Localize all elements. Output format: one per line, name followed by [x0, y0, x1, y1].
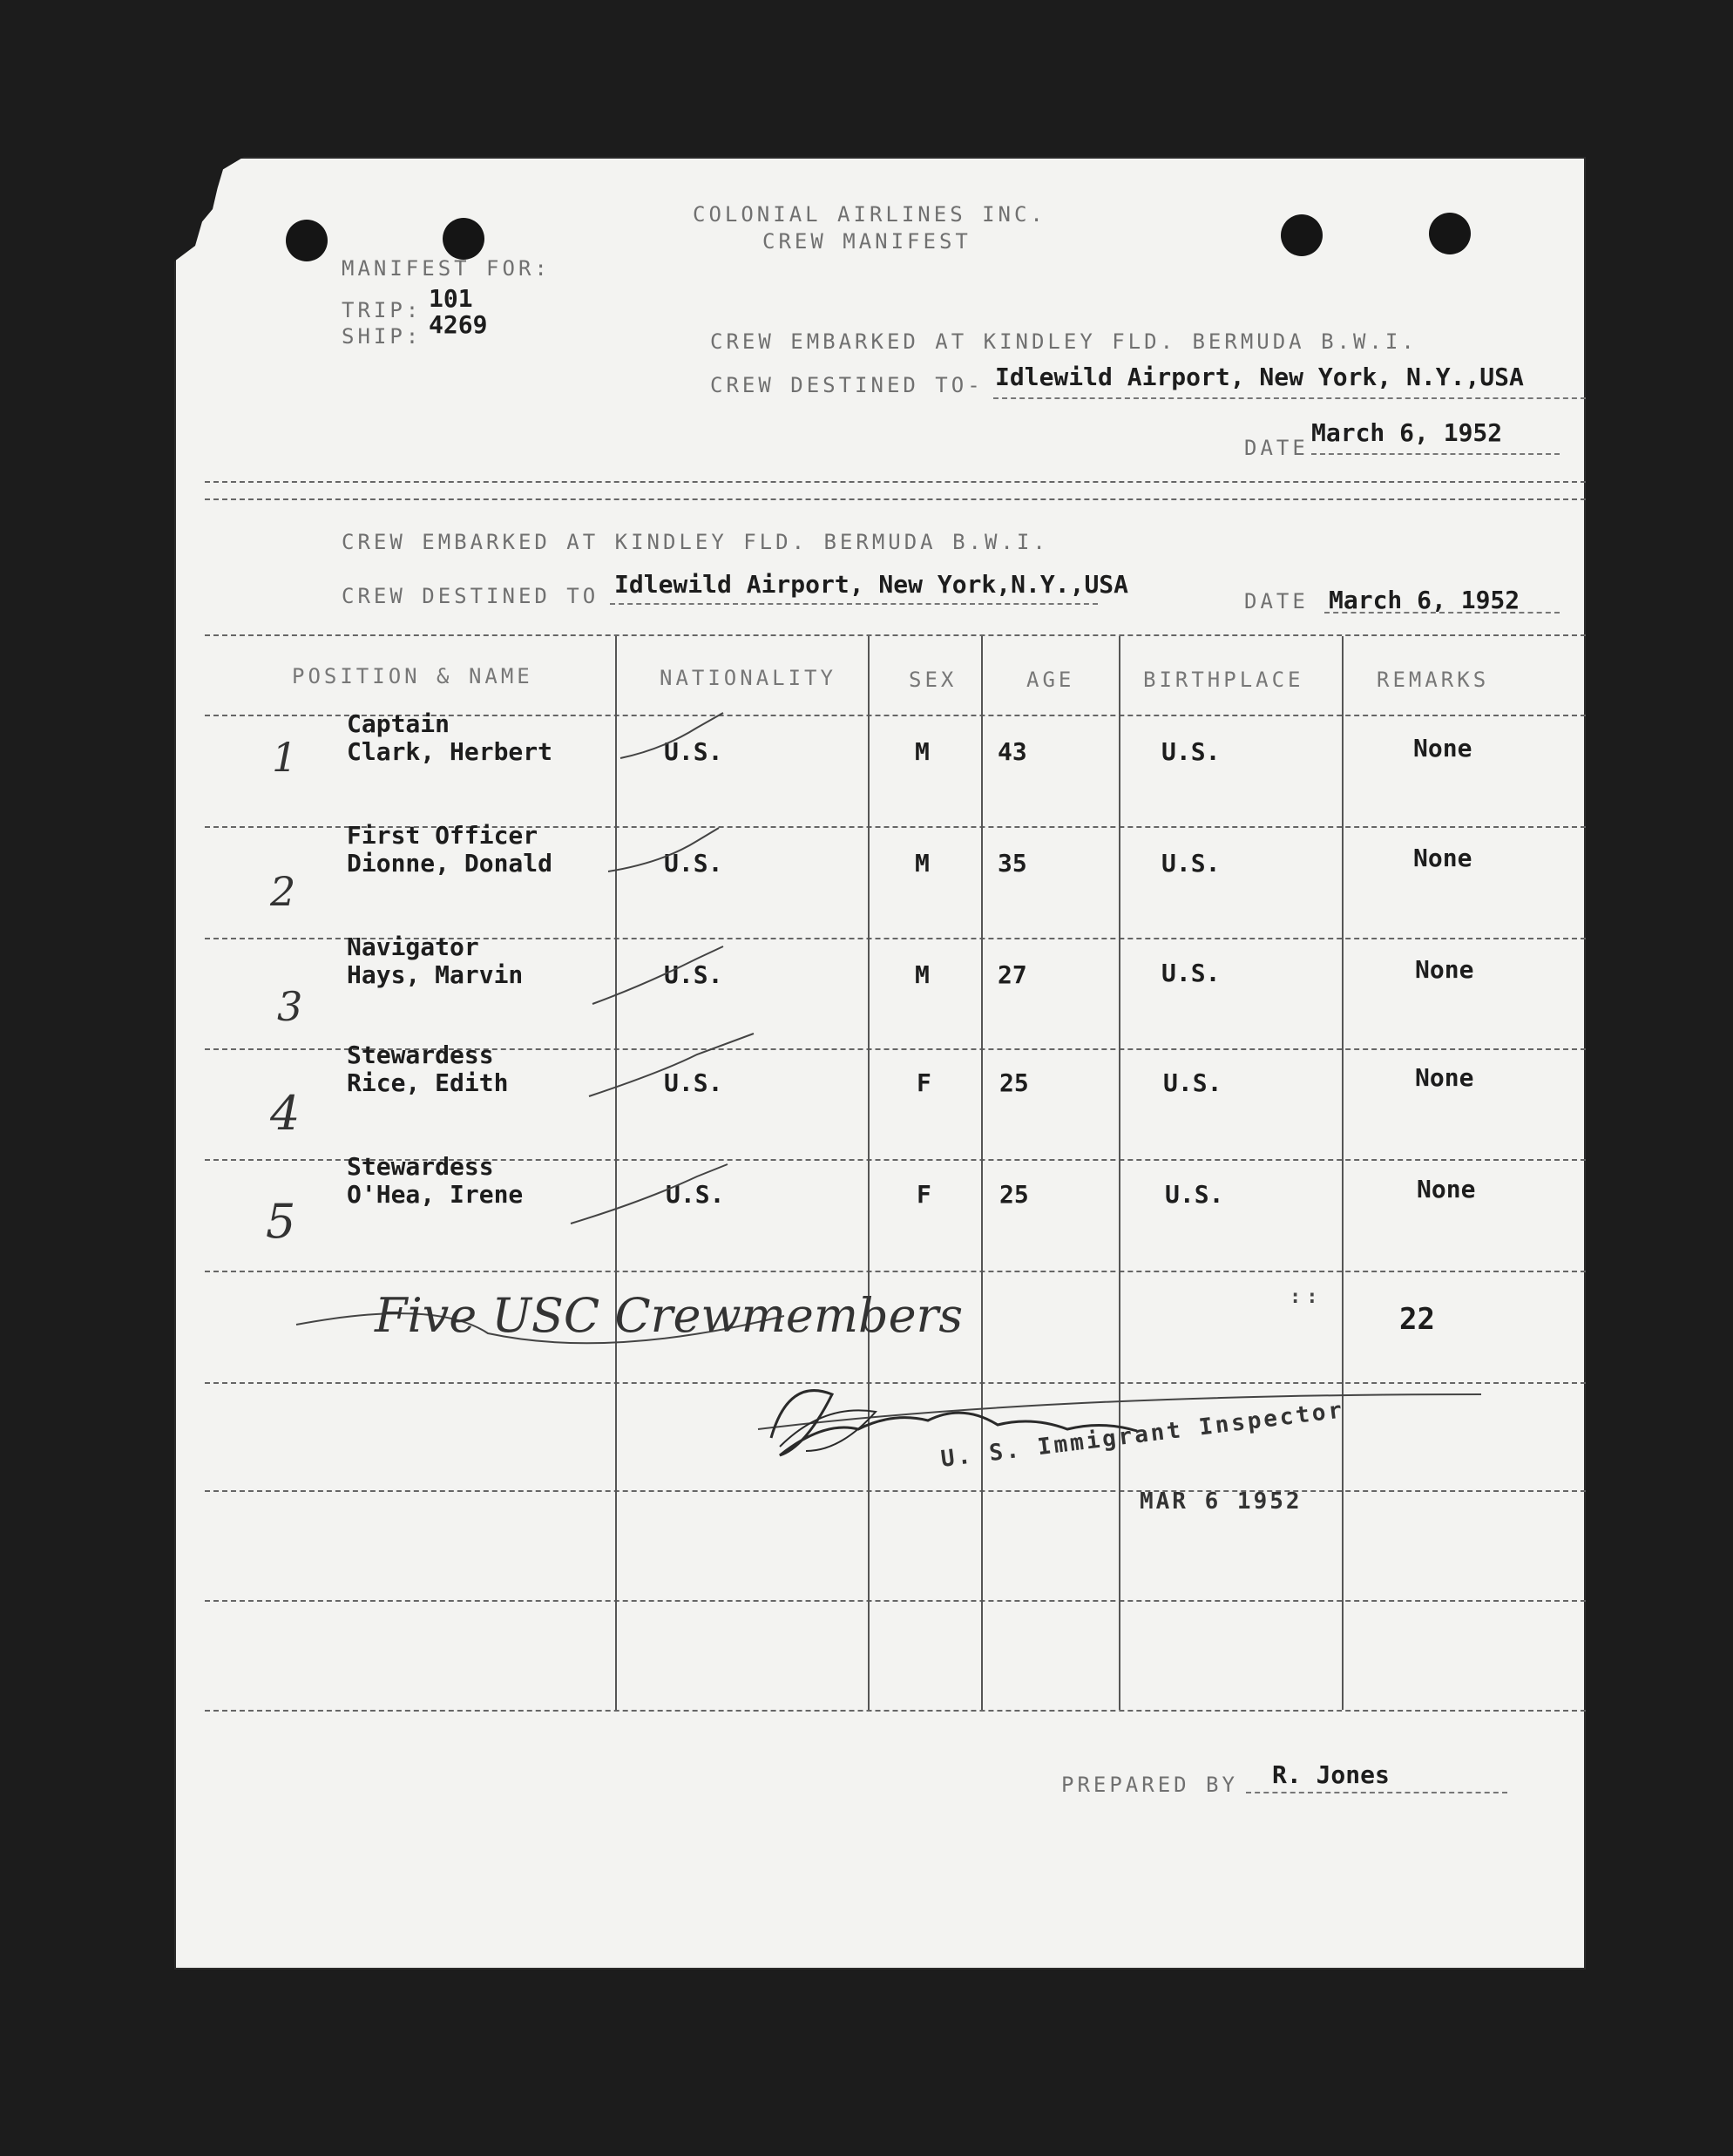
- stamp-date: MAR 6 1952: [1140, 1488, 1303, 1515]
- crew-age: 25: [999, 1180, 1029, 1209]
- col-header-position: POSITION & NAME: [292, 664, 533, 688]
- row-number-handwritten: 1: [272, 734, 298, 781]
- destined-value: Idlewild Airport, New York, N.Y.,USA: [995, 363, 1524, 391]
- destined-label-2: CREW DESTINED TO: [342, 584, 599, 608]
- crew-position: Navigator: [347, 932, 479, 961]
- check-mark: [589, 1034, 754, 1096]
- crew-position: Stewardess: [347, 1041, 494, 1069]
- crew-age: 27: [998, 960, 1027, 989]
- ship-label: SHIP:: [342, 324, 423, 349]
- col-header-age: AGE: [1026, 668, 1075, 692]
- col-header-sex: SEX: [909, 668, 958, 692]
- crew-birthplace: U.S.: [1161, 959, 1221, 987]
- crew-position: Stewardess: [347, 1152, 494, 1181]
- handwritten-total: Five USC Crewmembers: [375, 1288, 964, 1343]
- row-number-handwritten: 3: [277, 983, 303, 1030]
- crew-remarks: None: [1415, 1063, 1474, 1092]
- crew-nationality: U.S.: [664, 960, 723, 989]
- crew-age: 35: [998, 849, 1027, 878]
- crew-sex: M: [915, 737, 930, 766]
- crew-sex: M: [915, 960, 930, 989]
- crew-remarks: None: [1417, 1175, 1476, 1203]
- row-number-handwritten: 4: [270, 1086, 301, 1141]
- crew-birthplace: U.S.: [1163, 1068, 1222, 1097]
- trip-value: 101: [429, 284, 473, 313]
- manifest-for-label: MANIFEST FOR:: [342, 256, 551, 281]
- trip-label: TRIP:: [342, 298, 423, 322]
- crew-position: First Officer: [347, 821, 538, 850]
- crew-age: 43: [998, 737, 1027, 766]
- underline: [1246, 1792, 1507, 1793]
- crew-remarks: None: [1415, 955, 1474, 984]
- form-title: CREW MANIFEST: [762, 229, 971, 254]
- crew-name: Clark, Herbert: [347, 737, 553, 766]
- crew-name: Rice, Edith: [347, 1068, 509, 1097]
- date-value: March 6, 1952: [1311, 418, 1503, 447]
- crew-age: 25: [999, 1068, 1029, 1097]
- crew-name: O'Hea, Irene: [347, 1180, 524, 1209]
- crew-name: Hays, Marvin: [347, 960, 524, 989]
- check-mark: [620, 713, 723, 758]
- crew-count: 22: [1399, 1302, 1435, 1337]
- crew-name: Dionne, Donald: [347, 849, 553, 878]
- prepared-by-label: PREPARED BY: [1061, 1773, 1238, 1797]
- check-mark: [608, 828, 719, 871]
- inspector-title: U. S. Immigrant Inspector: [939, 1397, 1346, 1473]
- date-value-2: March 6, 1952: [1329, 586, 1520, 614]
- check-mark: [571, 1164, 728, 1224]
- col-header-remarks: REMARKS: [1377, 668, 1490, 692]
- crew-position: Captain: [347, 709, 450, 738]
- crew-sex: F: [917, 1180, 931, 1209]
- crew-birthplace: U.S.: [1161, 849, 1221, 878]
- crew-sex: F: [917, 1068, 931, 1097]
- date-label: DATE: [1244, 436, 1309, 460]
- crew-nationality: U.S.: [664, 1068, 723, 1097]
- prepared-by-value: R. Jones: [1272, 1760, 1390, 1789]
- destined-value-2: Idlewild Airport, New York,N.Y.,USA: [614, 570, 1129, 599]
- crew-remarks: None: [1413, 844, 1472, 872]
- col-header-nationality: NATIONALITY: [660, 666, 836, 690]
- destined-label: CREW DESTINED TO-: [710, 373, 984, 397]
- col-header-birthplace: BIRTHPLACE: [1143, 668, 1304, 692]
- check-mark: [592, 946, 723, 1004]
- ship-value: 4269: [429, 310, 488, 339]
- dash-mark: ::: [1290, 1286, 1323, 1308]
- crew-nationality: U.S.: [664, 849, 723, 878]
- row-number-handwritten: 2: [270, 868, 296, 915]
- crew-sex: M: [915, 849, 930, 878]
- date-label-2: DATE: [1244, 589, 1309, 614]
- embarked-line: CREW EMBARKED AT KINDLEY FLD. BERMUDA B.W.I.: [710, 329, 1418, 354]
- embarked-line-2: CREW EMBARKED AT KINDLEY FLD. BERMUDA B.W.I.: [342, 530, 1049, 554]
- crew-nationality: U.S.: [666, 1180, 725, 1209]
- row-number-handwritten: 5: [266, 1194, 296, 1249]
- crew-birthplace: U.S.: [1161, 737, 1221, 766]
- crew-birthplace: U.S.: [1165, 1180, 1224, 1209]
- crew-nationality: U.S.: [664, 737, 723, 766]
- company-name: COLONIAL AIRLINES INC.: [693, 202, 1046, 227]
- crew-remarks: None: [1413, 734, 1472, 763]
